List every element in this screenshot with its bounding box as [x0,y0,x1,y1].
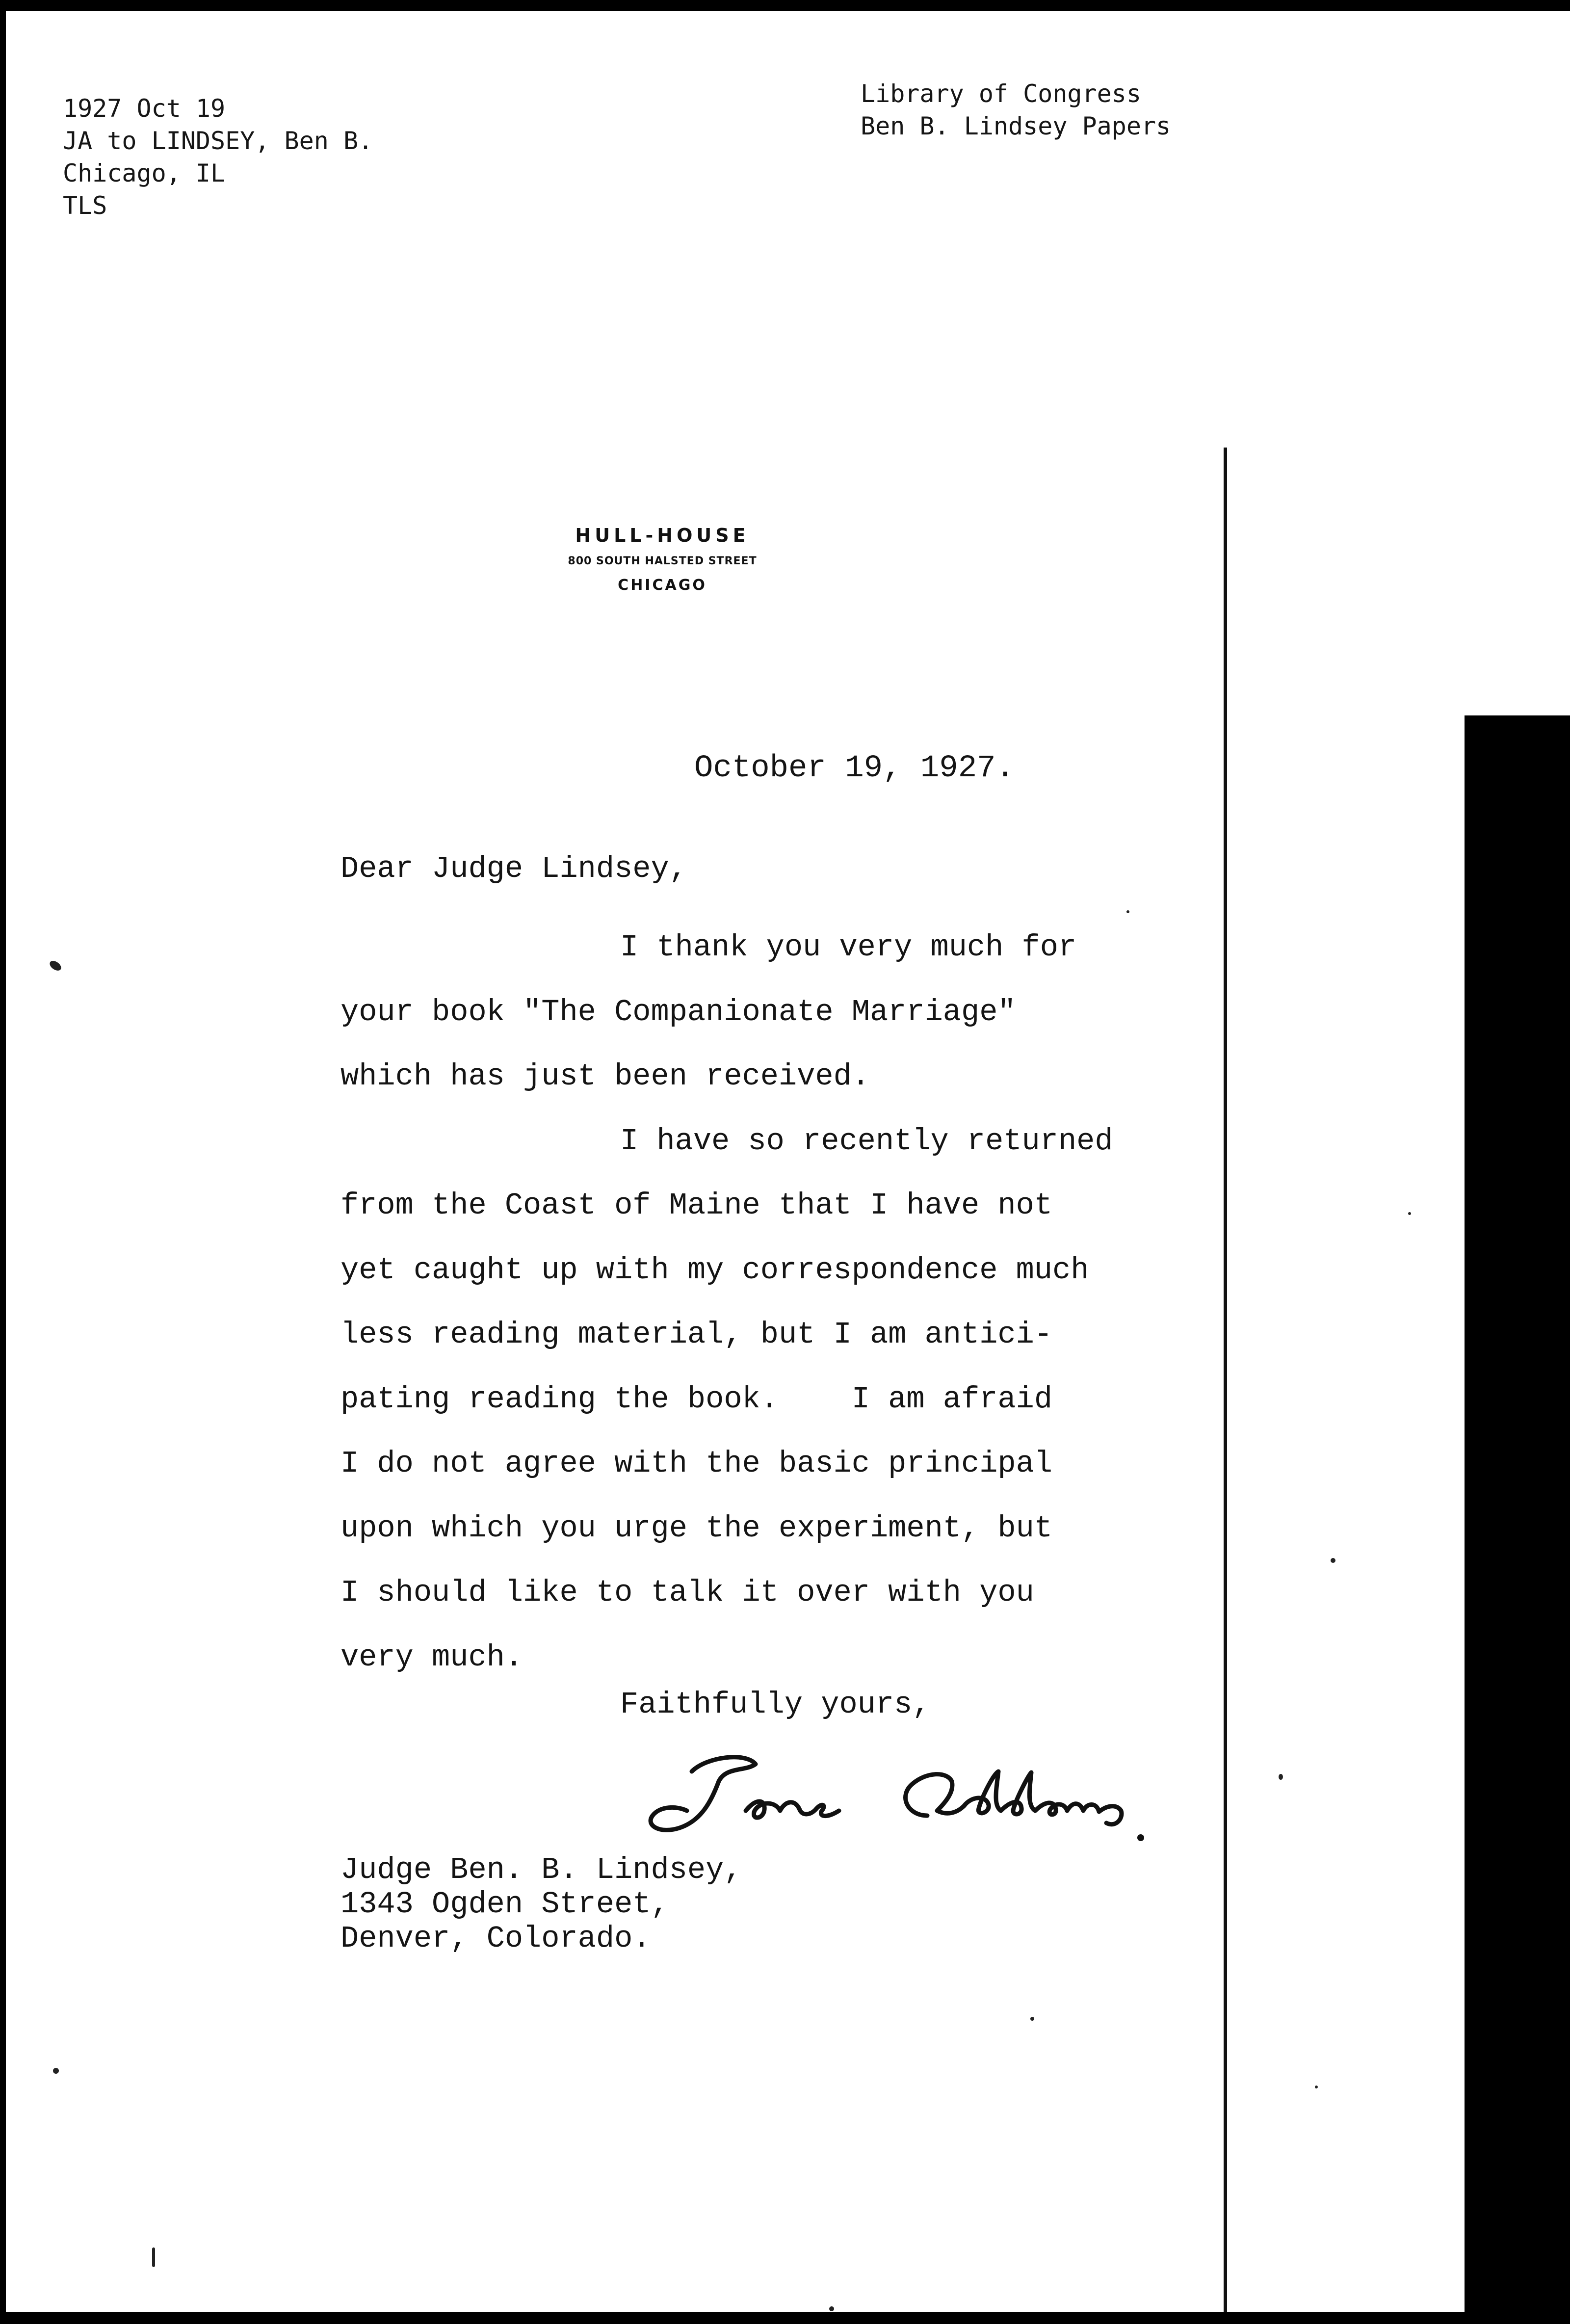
letter-salutation: Dear Judge Lindsey, [340,851,687,886]
archive-place: Chicago, IL [63,159,226,187]
scan-speck [1030,2017,1034,2021]
scan-speck [53,2068,59,2074]
archive-date: 1927 Oct 19 [63,94,226,123]
body-line: your book "The Companionate Marriage" [340,994,1016,1030]
body-line: I do not agree with the basic principal [340,1446,1053,1481]
archive-collection: Ben B. Lindsey Papers [861,112,1171,140]
recipient-address [340,1853,742,1956]
body-line: less reading material, but I am antici- [340,1317,1053,1352]
scan-edge-bottom [0,2312,1570,2324]
body-line: from the Coast of Maine that I have not [340,1188,1053,1223]
scan-speck [152,2247,155,2267]
scan-speck [829,2306,834,2311]
address-line: Judge Ben. B. Lindsey, [340,1852,742,1887]
archive-source [861,78,1171,142]
scan-speck [1408,1212,1411,1215]
body-line: yet caught up with my correspondence much [340,1252,1089,1288]
handwritten-signature [633,1737,1178,1850]
body-line: I thank you very much for [620,930,1077,965]
body-line: I have so recently returned [620,1123,1113,1159]
letterhead-name: HULL-HOUSE [575,525,750,546]
body-line: I should like to talk it over with you [340,1575,1034,1610]
letter-closing: Faithfully yours, [620,1687,931,1722]
body-line: which has just been received. [340,1059,870,1094]
letterhead [491,521,834,598]
page-edge-line [1224,448,1227,2312]
body-line: very much. [340,1639,523,1675]
archive-doc-type: TLS [63,191,107,220]
scan-speck [1315,2086,1318,2088]
scan-speck [1126,910,1129,913]
body-line: upon which you urge the experiment, but [340,1510,1053,1546]
scan-speck [1331,1558,1335,1563]
scan-speck [48,959,63,973]
body-line: pating reading the book. I am afraid [340,1381,1053,1417]
scan-speck [1279,1774,1283,1780]
scan-background-strip [1465,715,1570,2315]
archive-institution: Library of Congress [861,79,1141,108]
letter-date: October 19, 1927. [694,751,1015,786]
letterhead-street: 800 SOUTH HALSTED STREET [568,555,757,567]
archive-metadata [63,92,373,222]
archive-parties: JA to LINDSEY, Ben B. [63,127,373,155]
address-line: Denver, Colorado. [340,1921,651,1956]
address-line: 1343 Ogden Street, [340,1887,669,1922]
letter-body [340,915,1113,1690]
scan-edge-left [0,0,6,2324]
scan-edge-top [0,0,1570,11]
letterhead-city: CHICAGO [618,577,707,594]
